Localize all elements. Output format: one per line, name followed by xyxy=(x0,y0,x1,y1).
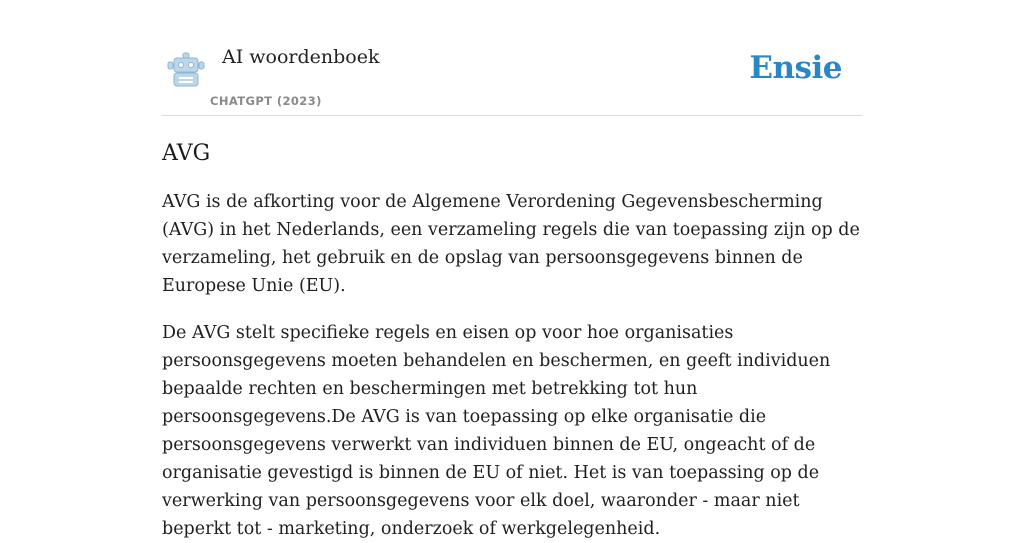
source-title[interactable]: AI woordenboek xyxy=(222,46,380,68)
entry-term: AVG xyxy=(162,141,211,166)
ensie-logo-link[interactable]: Ensie xyxy=(749,50,842,86)
page xyxy=(162,0,862,543)
entry-header xyxy=(162,0,862,116)
definition-paragraph: AVG is de afkorting voor de Algemene Verordening Gegevensbescherming (AVG) in het Nederlands, een verzameling regels die van toepassing zijn op de verzameling, het gebruik en de opslag van persoonsgegevens binnen de Europese Unie (EU). xyxy=(162,192,860,296)
robot-icon xyxy=(166,52,206,88)
definition-paragraph: De AVG stelt specifieke regels en eisen op voor hoe organisaties persoonsgegevens moeten behandelen en beschermen, en geeft individuen bepaalde rechten en beschermingen met betrekking tot hun persoonsgegevens.De AVG is van toepassing op elke organisatie die persoonsgegevens verwerkt van individuen binnen de EU, ongeacht of de organisatie gevestigd is binnen de EU of niet. Het is van toepassing op de verwerking van persoonsgegevens voor elk doel, waaronder - maar niet beperkt tot - marketing, onderzoek of werkgelegenheid. xyxy=(162,323,831,539)
entry-definition xyxy=(162,188,862,543)
source-subtitle: CHATGPT (2023) xyxy=(210,94,322,108)
